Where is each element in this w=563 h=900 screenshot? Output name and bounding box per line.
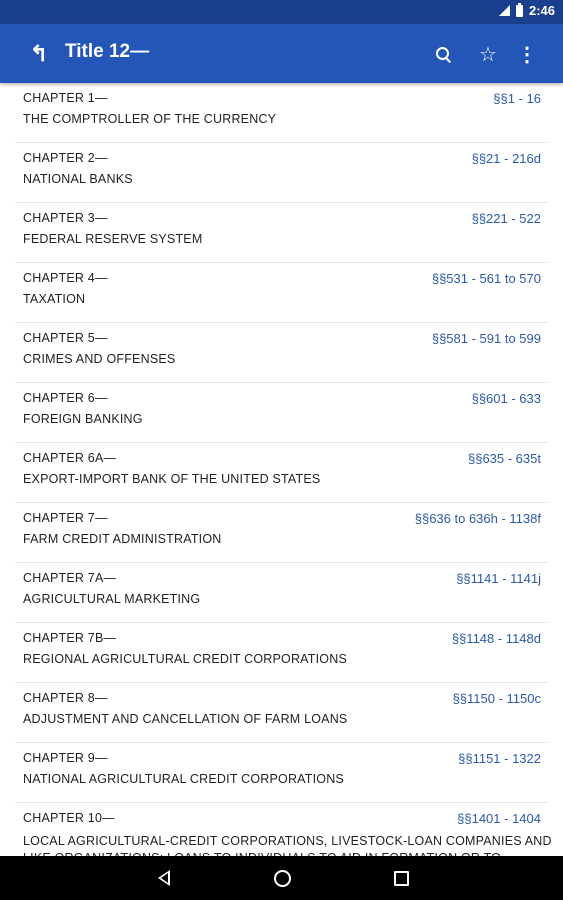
chapter-name: THE COMPTROLLER OF THE CURRENCY (23, 112, 277, 126)
status-icons (499, 3, 555, 18)
app-toolbar (0, 24, 563, 83)
chapter-row[interactable] (15, 143, 548, 203)
chapter-number: CHAPTER 4— (23, 271, 108, 285)
battery-icon (516, 5, 523, 17)
chapter-number: CHAPTER 7— (23, 511, 108, 525)
chapter-row[interactable] (15, 623, 548, 683)
section-range-link[interactable]: §§21 - 216d (471, 151, 541, 166)
section-range-link[interactable]: §§531 - 561 to 570 (431, 271, 541, 286)
section-range-link[interactable]: §§1401 - 1404 (457, 811, 541, 826)
back-icon[interactable] (152, 866, 176, 890)
chapter-number: CHAPTER 8— (23, 691, 108, 705)
chapter-number: CHAPTER 6— (23, 391, 108, 405)
system-nav-bar (0, 856, 563, 900)
status-time: 2:46 (528, 3, 555, 18)
chapter-number: CHAPTER 10— (23, 811, 115, 825)
chapter-number: CHAPTER 6A— (23, 451, 117, 465)
recent-apps-icon[interactable] (389, 866, 413, 890)
chapter-number: CHAPTER 9— (23, 751, 108, 765)
chapter-row[interactable] (15, 503, 548, 563)
chapter-number: CHAPTER 5— (23, 331, 108, 345)
chapter-name: FARM CREDIT ADMINISTRATION (23, 532, 222, 546)
chapter-name: TAXATION (23, 292, 86, 306)
up-icon[interactable]: ↰ (29, 41, 49, 66)
chapter-row[interactable] (15, 443, 548, 503)
more-vert-icon[interactable]: ⋮ (517, 43, 537, 66)
chapter-name: EXPORT-IMPORT BANK OF THE UNITED STATES (23, 472, 321, 486)
section-range-link[interactable]: §§1151 - 1322 (458, 751, 541, 766)
chapter-row[interactable] (15, 263, 548, 323)
status-bar (0, 0, 563, 24)
chapter-name: ADJUSTMENT AND CANCELLATION OF FARM LOANS (23, 712, 348, 726)
section-range-link[interactable]: §§635 - 635t (467, 451, 541, 466)
chapter-list (0, 83, 563, 856)
chapter-name: REGIONAL AGRICULTURAL CREDIT CORPORATIONS (23, 652, 347, 666)
section-range-link[interactable]: §§581 - 591 to 599 (431, 331, 541, 346)
section-range-link[interactable]: §§1150 - 1150c (452, 691, 541, 706)
chapter-number: CHAPTER 7A— (23, 571, 117, 585)
section-range-link[interactable]: §§1 - 16 (493, 91, 541, 106)
chapter-row[interactable] (15, 743, 548, 803)
chapter-name: FOREIGN BANKING (23, 412, 143, 426)
chapter-name: AGRICULTURAL MARKETING (23, 592, 201, 606)
chapter-name: FEDERAL RESERVE SYSTEM (23, 232, 203, 246)
section-range-link[interactable]: §§1148 - 1148d (451, 631, 541, 646)
chapter-row[interactable] (15, 83, 548, 143)
home-icon[interactable] (270, 866, 294, 890)
chapter-name: NATIONAL AGRICULTURAL CREDIT CORPORATIONS (23, 772, 344, 786)
chapter-name: CRIMES AND OFFENSES (23, 352, 176, 366)
signal-icon (499, 5, 510, 16)
chapter-name: LOCAL AGRICULTURAL-CREDIT CORPORATIONS, LIVESTOCK-LOAN COMPANIES AND (23, 834, 552, 848)
page-title: Title 12— (65, 41, 150, 62)
star-icon[interactable]: ☆ (479, 43, 497, 66)
chapter-number: CHAPTER 2— (23, 151, 108, 165)
chapter-number: CHAPTER 3— (23, 211, 108, 225)
chapter-row[interactable] (15, 323, 548, 383)
search-icon[interactable] (428, 39, 458, 69)
chapter-row[interactable] (15, 383, 548, 443)
chapter-number: CHAPTER 7B— (23, 631, 117, 645)
chapter-row[interactable] (15, 683, 548, 743)
chapter-row[interactable] (15, 203, 548, 263)
section-range-link[interactable]: §§1141 - 1141j (456, 571, 541, 586)
section-range-link[interactable]: §§601 - 633 (471, 391, 541, 406)
chapter-number: CHAPTER 1— (23, 91, 108, 105)
chapter-row[interactable] (15, 563, 548, 623)
section-range-link[interactable]: §§221 - 522 (471, 211, 541, 226)
section-range-link[interactable]: §§636 to 636h - 1138f (414, 511, 541, 526)
chapter-name: NATIONAL BANKS (23, 172, 133, 186)
